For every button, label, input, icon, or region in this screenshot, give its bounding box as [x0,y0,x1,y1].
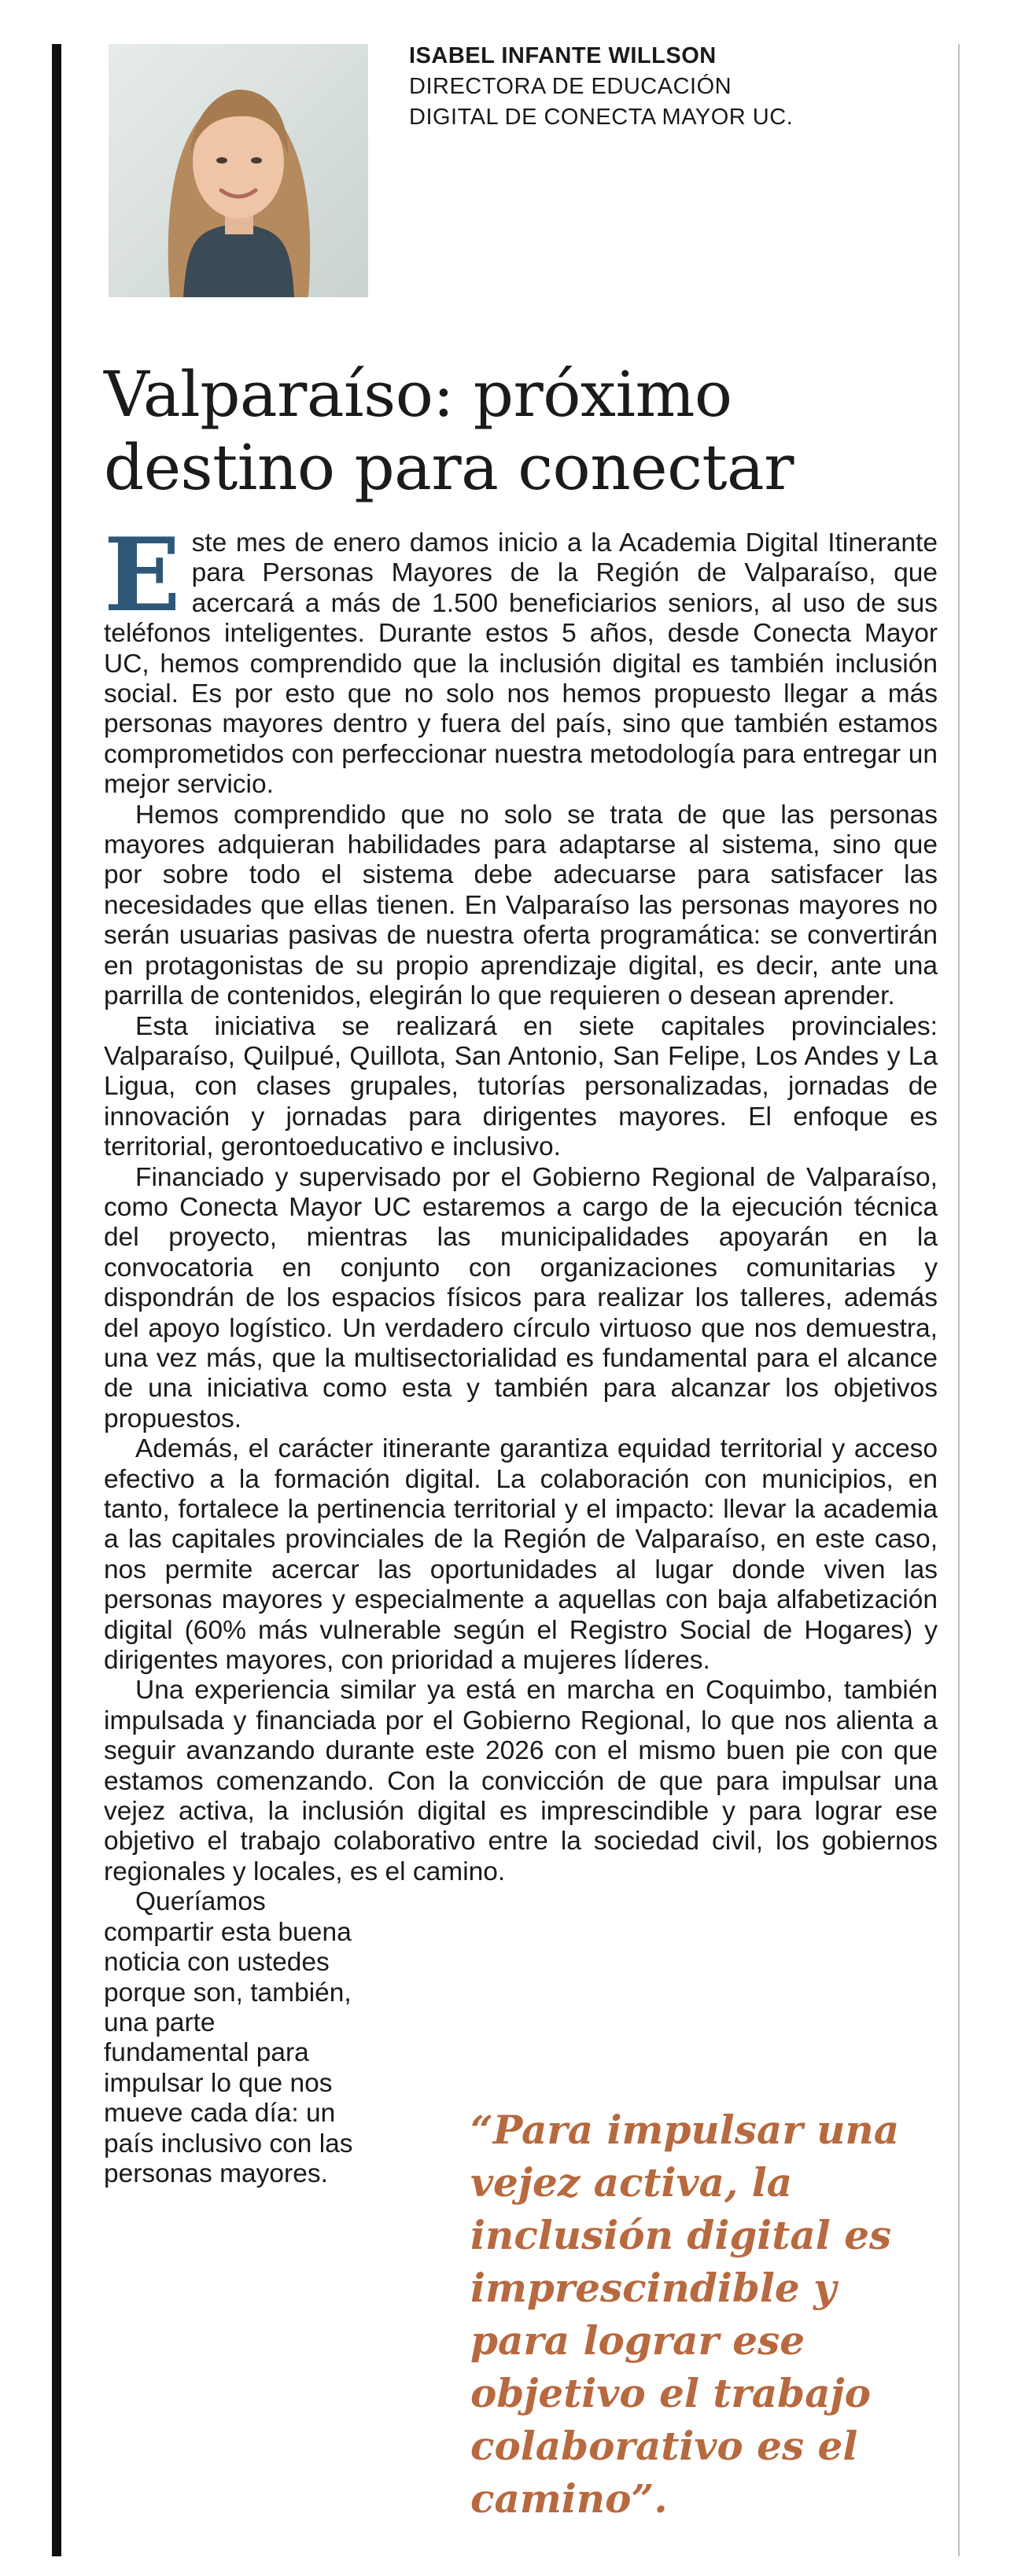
article-paragraph: Esta iniciativa se realizará en siete capitales provinciales: Valparaíso, Quilpué, Quillota, San Antonio, San Felipe, Los Andes y La Ligua, con clases grupales, tutorías personalizadas, jornadas de innovación y jornadas para dirigentes mayores. El enfoque es territorial, gerontoeducativo e inclusivo. [104,1011,938,1162]
pull-quote: “Para impulsar una vejez activa, la inclusión digital es imprescindible y para lograr ese objetivo el trabajo colaborativo es el camino”. [470,2107,900,2522]
right-column-rule [958,44,960,2556]
article-paragraph: Hemos comprendido que no solo se trata de que las personas mayores adquieran habilidades para adaptarse al sistema, sino que por sobre todo el sistema debe adecuarse para satisfacer las necesidades que ellas tienen. En Valparaíso las personas mayores no serán usuarias pasivas de nuestra oferta programática: se convertirán en protagonistas de su propio aprendizaje digital, es decir, ante una parrilla de contenidos, elegirán lo que requieren o desean aprender. [104,800,938,1011]
author-photo [109,44,368,297]
drop-cap: E [104,517,181,635]
author-role-line2: DIGITAL DE CONECTA MAYOR UC. [409,105,794,130]
article-body [104,517,938,2189]
article-paragraph [104,517,938,800]
article-paragraph: Financiado y supervisado por el Gobierno Regional de Valparaíso, como Conecta Mayor UC estaremos a cargo de la ejecución técnica del proyecto, mientras las municipalidades apoyarán en la convocatoria en conjunto con organizaciones comunitarias y dispondrán de los espacios físicos para realizar los talleres, además del apoyo logístico. Un verdadero círculo virtuoso que nos demuestra, una vez más, que la multisectorialidad es fundamental para el alcance de una iniciativa como esta y también para alcanzar los objetivos propuestos. [104,1162,938,1433]
article-paragraph-closing: Queríamos compartir esta buena noticia con ustedes porque son, también, una parte fundamental para impulsar lo que nos mueve cada día: un país inclusivo con las personas mayores. [104,1887,353,2188]
author-byline [409,41,944,133]
author-name: ISABEL INFANTE WILLSON [409,43,717,68]
paragraph-text: ste mes de enero damos inicio a la Academia Digital Itinerante para Personas Mayores de la Región de Valparaíso, que acercará a más de 1.500 beneficiarios seniors, al uso de sus teléfonos inteligentes. Durante estos 5 años, desde Conecta Mayor UC, hemos comprendido que la inclusión digital es también inclusión social. Es por esto que no solo nos hemos propuesto llegar a más personas mayores dentro y fuera del país, sino que también estamos comprometidos con perfeccionar nuestra metodología para entregar un mejor servicio. [104,528,938,800]
headline: Valparaíso: próximo destino para conectar [104,358,794,504]
article-paragraph: Una experiencia similar ya está en marcha en Coquimbo, también impulsada y financiada por el Gobierno Regional, lo que nos alienta a seguir avanzando durante este 2026 con el mismo buen pie con que estamos comenzando. Con la convicción de que para impulsar una vejez activa, la inclusión digital es imprescindible y para lograr ese objetivo el trabajo colaborativo entre la sociedad civil, los gobiernos regionales y locales, es el camino. [104,1676,938,1886]
article-paragraph: Además, el carácter itinerante garantiza equidad territorial y acceso efectivo a la formación digital. La colaboración con municipios, en tanto, fortalece la pertinencia territorial y el impacto: llevar la academia a las capitales provinciales de la Región de Valparaíso, en este caso, nos permite acercar las oportunidades al lugar donde viven las personas mayores y especialmente a aquellas con baja alfabetización digital (60% más vulnerable según el Registro Social de Hogares) y dirigentes mayores, con prioridad a mujeres líderes. [104,1434,938,1676]
left-column-rule [52,44,61,2556]
author-role-line1: DIRECTORA DE EDUCACIÓN [409,74,732,99]
